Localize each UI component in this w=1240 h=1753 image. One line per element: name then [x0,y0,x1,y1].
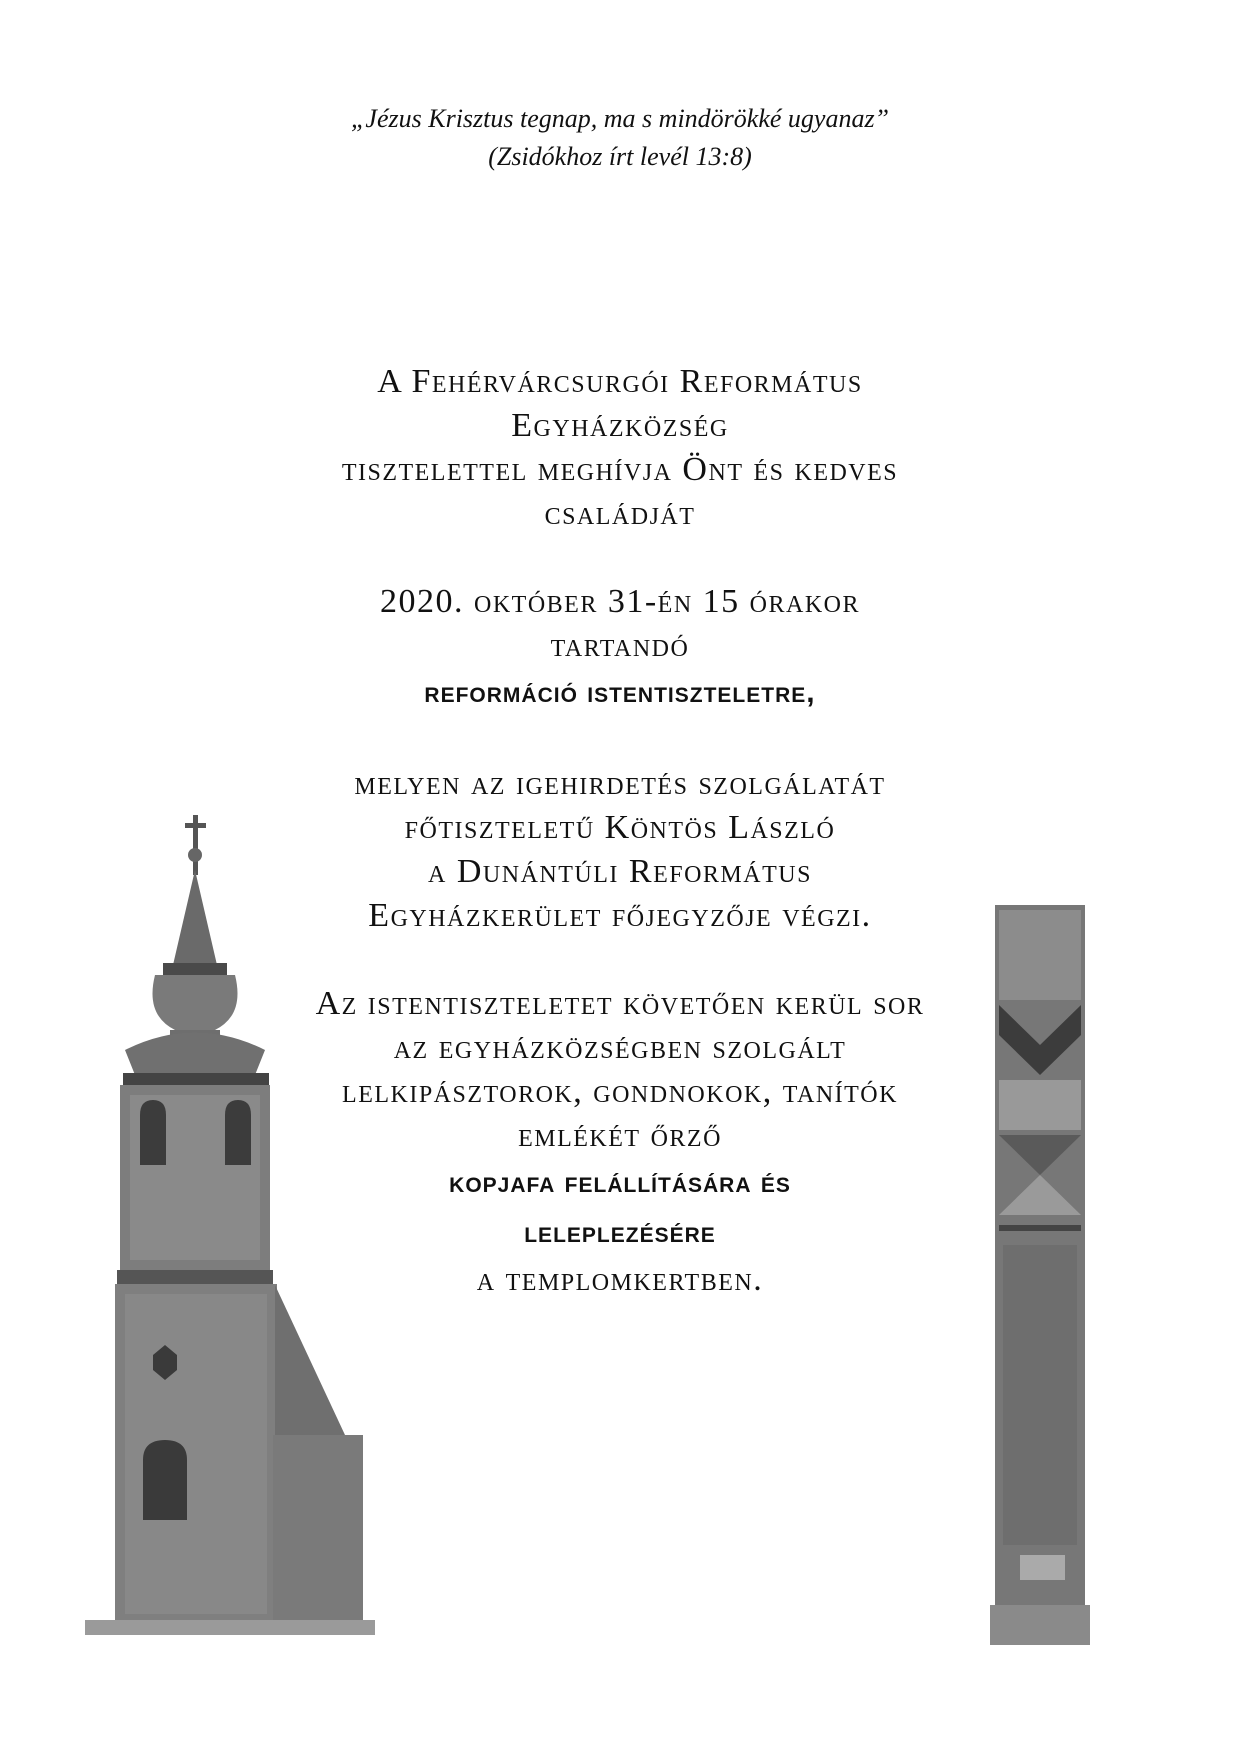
invitation-line: A Fehérvárcsurgói Református [377,363,863,400]
invitation-line: tartandó [550,627,690,664]
spacer [250,536,990,580]
verse-reference: (Zsidókhoz írt levél 13:8) [488,142,752,171]
event-title: reformáció istentiszteletre, [424,676,816,709]
verse-quote: „Jézus Krisztus tegnap, ma s mindörökké ugyanaz” [350,104,890,133]
event-date: 2020. október 31-én 15 órakor [380,583,860,620]
invitation-line: a templomkertben. [476,1261,764,1298]
invitation-line: Az istentiszteletet követően kerül sor [315,985,925,1022]
invitation-line: a Dunántúli Református [428,853,812,890]
invitation-line: Egyházközség [511,407,729,444]
invitation-line: melyen az igehirdetés szolgálatát [354,765,886,802]
kopjafa-illustration [985,905,1095,1645]
invitation-line: emlékét őrző [518,1117,722,1154]
invitation-line: lelkipásztorok, gondnokok, tanítók [342,1073,898,1110]
kopjafa-title: kopjafa felállítására és [449,1166,791,1199]
spacer [250,718,990,762]
invitation-line: főtiszteletű Köntös László [404,809,836,846]
invitation-line: tisztelettel meghívja Önt és kedves [341,451,899,488]
kopjafa-title: leleplezésére [524,1216,716,1249]
bible-verse [0,100,1240,176]
invitation-line: családját [544,495,696,532]
invitation-line: az egyházközségben szolgált [393,1029,847,1066]
church-illustration [85,815,375,1635]
invitation-line: Egyházkerület főjegyzője végzi. [368,897,872,934]
